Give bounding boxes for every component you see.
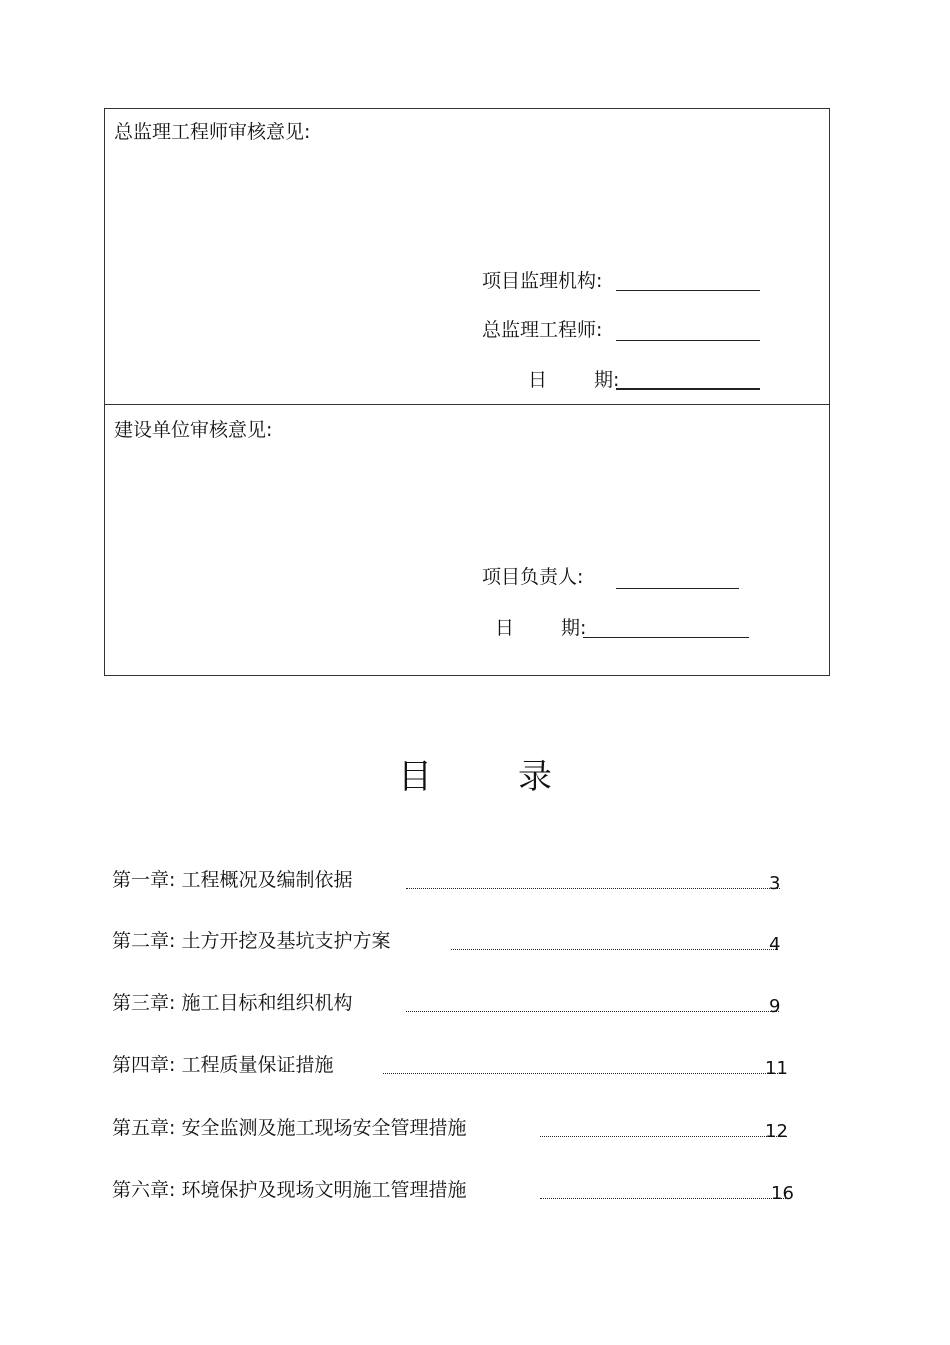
toc-title-char-2: 录: [518, 757, 552, 797]
supervision-org-label: 项目监理机构:: [482, 270, 603, 292]
owner-person-label: 项目负责人:: [482, 566, 584, 588]
toc-item-label: 第四章: 工程质量保证措施: [112, 1054, 334, 1076]
toc-item-page: 11: [765, 1058, 788, 1079]
toc-title-char-1: 目: [398, 757, 432, 797]
toc-item[interactable]: [112, 1181, 812, 1205]
owner-date-label-2: 期:: [561, 617, 587, 639]
supervision-heading: 总监理工程师审核意见:: [114, 121, 311, 143]
owner-review-box: [104, 404, 830, 676]
toc-item[interactable]: [112, 1056, 812, 1080]
toc-item[interactable]: [112, 1119, 812, 1143]
owner-date-label-1: 日: [495, 617, 515, 639]
toc-item-leader: [540, 1198, 790, 1199]
toc-item-label: 第二章: 土方开挖及基坑支护方案: [112, 930, 391, 952]
toc-item-label: 第六章: 环境保护及现场文明施工管理措施: [112, 1179, 467, 1201]
toc-item-page: 16: [771, 1183, 794, 1204]
supervision-date-line: [616, 388, 760, 390]
toc-item-label: 第三章: 施工目标和组织机构: [112, 992, 353, 1014]
toc-title: [0, 757, 950, 797]
supervision-engineer-line: [616, 340, 760, 341]
toc-item-page: 12: [765, 1121, 788, 1142]
owner-heading: 建设单位审核意见:: [114, 419, 273, 441]
toc-item-leader: [451, 949, 778, 950]
toc-item-label: 第一章: 工程概况及编制依据: [112, 869, 353, 891]
supervision-org-line: [616, 290, 760, 291]
toc-item-page: 3: [769, 873, 781, 894]
owner-person-line: [616, 588, 739, 589]
owner-date-line: [583, 637, 749, 638]
supervision-engineer-label: 总监理工程师:: [482, 319, 603, 341]
supervision-date-label-1: 日: [528, 369, 548, 391]
toc-item-page: 9: [769, 996, 781, 1017]
toc-item[interactable]: [112, 994, 812, 1018]
toc-item[interactable]: [112, 871, 812, 895]
supervision-review-box: [104, 108, 830, 405]
toc-item-page: 4: [769, 934, 781, 955]
toc-item[interactable]: [112, 932, 812, 956]
toc-item-leader: [406, 888, 780, 889]
toc-item-leader: [406, 1011, 779, 1012]
toc-item-leader: [383, 1073, 784, 1074]
supervision-date-label-2: 期:: [594, 369, 620, 391]
toc-item-leader: [540, 1136, 787, 1137]
toc-item-label: 第五章: 安全监测及施工现场安全管理措施: [112, 1117, 467, 1139]
